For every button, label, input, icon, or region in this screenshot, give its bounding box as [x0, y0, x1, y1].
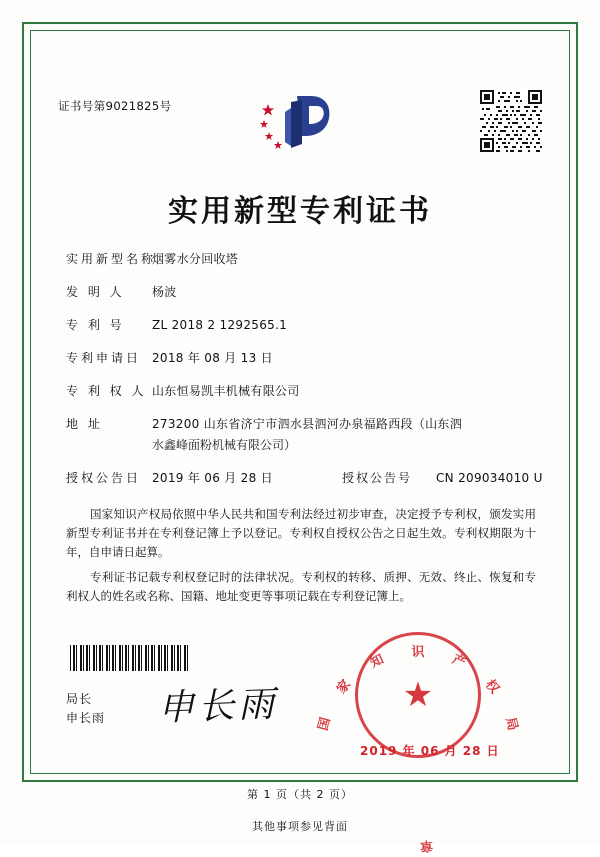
field-label: 专利申请日	[66, 351, 142, 365]
field-label: 专 利 权 人	[66, 384, 147, 398]
border-corner-bottom-right	[552, 756, 578, 782]
field-value: 杨波	[152, 285, 177, 299]
signature-title	[66, 690, 105, 728]
legal-paragraph-2: 专利证书记载专利权登记时的法律状况。专利权的转移、质押、无效、终止、恢复和专利权人的姓名或名称、国籍、地址变更等事项记载在专利登记簿上。	[66, 570, 536, 603]
seal-date: 2019 年 06 月 28 日	[360, 744, 500, 758]
field-value: ZL 2018 2 1292565.1	[152, 318, 288, 332]
legal-text-block	[66, 505, 536, 612]
official-seal	[315, 632, 521, 854]
field-value: 273200 山东省济宁市泗水县泗河办泉福路西段（山东泗	[152, 417, 463, 431]
field-row-inventor	[66, 283, 534, 301]
page-number: 第 1 页（共 2 页）	[247, 788, 353, 801]
qr-code	[480, 90, 542, 152]
field-value-grant-date: 2019 年 06 月 28 日	[152, 471, 273, 485]
field-value: 山东恒易凯丰机械有限公司	[152, 384, 300, 398]
field-label-grant-date: 授权公告日	[66, 471, 142, 485]
signature-title-line-1: 局长	[66, 692, 93, 706]
seal-star-icon: ★	[402, 675, 434, 715]
field-row-application-date	[66, 349, 534, 367]
field-row-address	[66, 415, 534, 433]
field-value-grant-number: CN 209034010 U	[436, 471, 543, 485]
field-value: 烟雾水分回收塔	[152, 252, 239, 266]
field-row-patent-number	[66, 316, 534, 334]
field-value: 2018 年 08 月 13 日	[152, 351, 273, 365]
field-row-patentee	[66, 382, 534, 400]
certificate-number: 证书号第9021825号	[58, 99, 172, 113]
field-row-grant	[66, 469, 543, 487]
field-label: 发 明 人	[66, 285, 125, 299]
field-label: 地 址	[66, 417, 103, 431]
cnipa-logo-icon	[255, 88, 345, 158]
field-label-grant-number: 授权公告号	[342, 471, 413, 485]
field-value-address-continued: 水鑫峰面粉机械有限公司）	[152, 438, 297, 452]
field-list	[66, 250, 543, 502]
border-corner-bottom-left	[22, 756, 48, 782]
legal-paragraph-1: 国家知识产权局依照中华人民共和国专利法经过初步审查，决定授予专利权，颁发实用新型专利证书并在专利登记簿上予以登记。专利权自授权公告之日起生效。专利权期限为十年，自申请日起算。	[66, 507, 536, 559]
border-corner-top-right	[552, 22, 578, 48]
signature-handwriting: 申长雨	[157, 683, 279, 730]
field-row-name	[66, 250, 534, 268]
barcode	[70, 645, 188, 671]
border-corner-top-left	[22, 22, 48, 48]
field-label: 实用新型名称	[66, 252, 157, 266]
page-title: 实用新型专利证书	[168, 194, 432, 229]
field-label: 专 利 号	[66, 318, 125, 332]
footnote: 其他事项参见背面	[252, 820, 348, 833]
seal-text-ring: 国 家 知 识 产 权 局 章	[315, 645, 521, 854]
signature-title-line-2: 申长雨	[66, 711, 106, 725]
